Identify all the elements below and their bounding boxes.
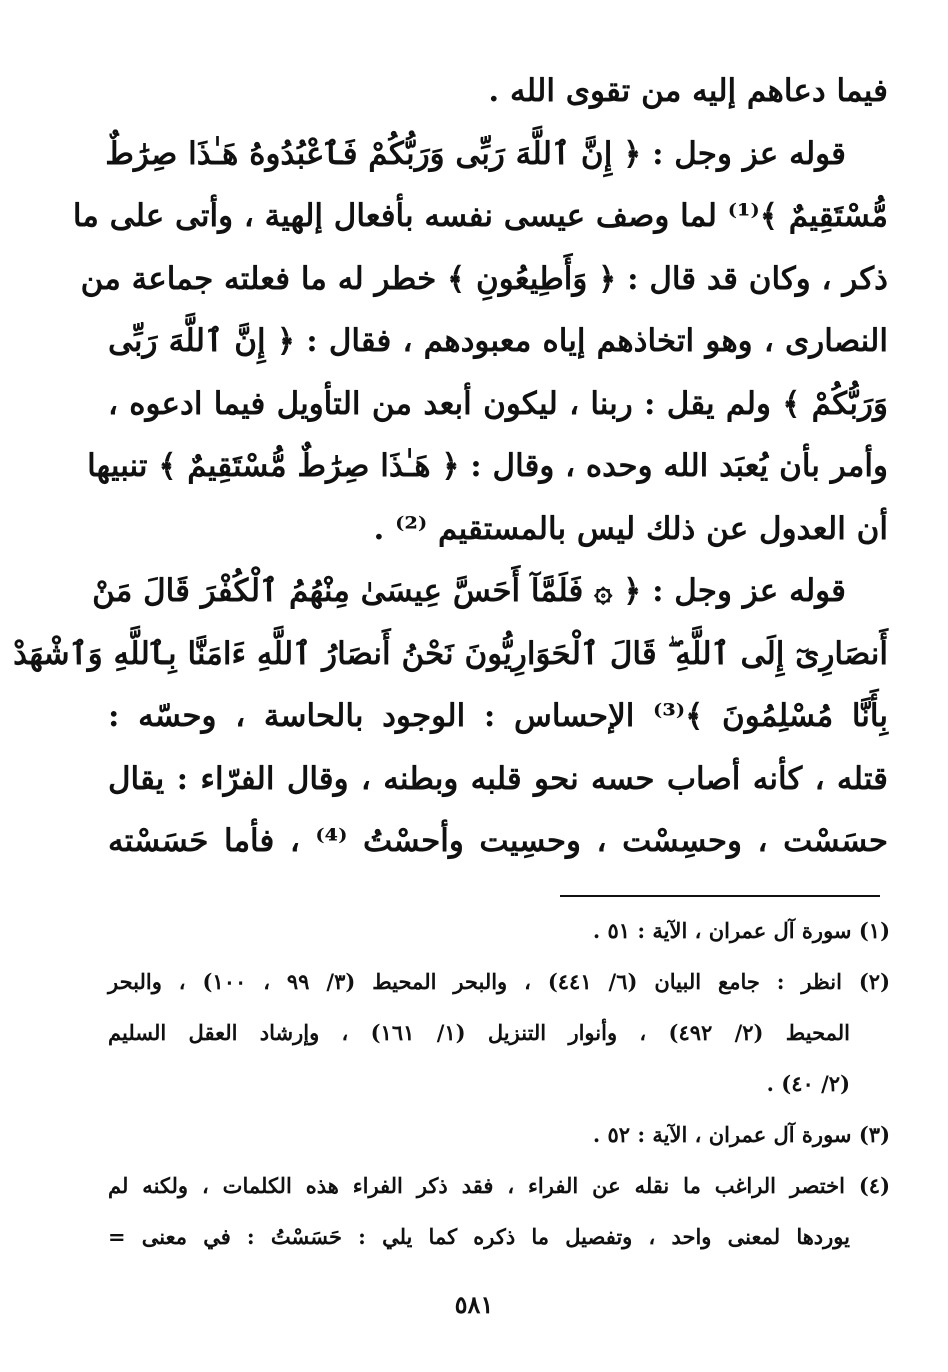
footnote-4-continuation: يوردها لمعنى واحد ، وتفصيل ما ذكره كما يلي : حَسَسْتُ : في معنى = <box>108 1224 850 1249</box>
footnotes <box>108 905 890 1262</box>
footnote-2-continuation: المحيط (٢/ ٤٩٢) ، وأنوار التنزيل (١/ ١٦١) ، وإرشاد العقل السليم <box>108 1020 850 1045</box>
page-number: ٥٨١ <box>454 1290 494 1319</box>
text-line: ذكر ، وكان قد قال : ﴿ وَأَطِيعُونِ ﴾ خطر له ما فعلته جماعة من <box>80 260 888 297</box>
text-line: قوله عز وجل : ﴿ ۞ فَلَمَّآ أَحَسَّ عِيسَىٰ مِنْهُمُ ٱلْكُفْرَ قَالَ مَنْ <box>92 573 846 609</box>
footnote-2-continuation: (٢/ ٤٠) . <box>766 1071 850 1096</box>
paragraph-3 <box>13 560 888 873</box>
paragraph-2 <box>72 123 888 561</box>
text-line: قوله عز وجل : ﴿ إِنَّ ٱللَّهَ رَبِّى وَرَبُّكُمْ فَٱعْبُدُوهُ هَـٰذَا صِرَٰطٌ <box>105 135 846 172</box>
text-line: أَنصَارِىٓ إِلَى ٱللَّهِ ۖ قَالَ ٱلْحَوَارِيُّونَ نَحْنُ أَنصَارُ ٱللَّهِ ءَامَنَّا بِٱللَّهِ وَٱشْهَدْ <box>13 635 888 672</box>
footnote-4: (٤) اختصر الراغب ما نقله عن الفراء ، فقد ذكر الفراء هذه الكلمات ، ولكنه لم <box>108 1173 890 1198</box>
text-line: وأمر بأن يُعبَد الله وحده ، وقال : ﴿ هَـٰذَا صِرَٰطٌ مُّسْتَقِيمٌ ﴾ تنبيها <box>87 448 888 484</box>
text-line: وَرَبُّكُمْ ﴾ ولم يقل : ربنا ، ليكون أبعد من التأويل فيما ادعوه ، <box>108 385 888 422</box>
footnote-divider <box>560 895 880 897</box>
footnote-1: (١) سورة آل عمران ، الآية : ٥١ . <box>592 918 890 943</box>
text-line: مُّسْتَقِيمٌ ﴾⁽¹⁾ لما وصف عيسى نفسه بأفعال إلهية ، وأتى على ما <box>72 198 888 234</box>
text-line: النصارى ، وهو اتخاذهم إياه معبودهم ، فقال : ﴿ إِنَّ ٱللَّهَ رَبِّى <box>108 323 888 359</box>
text-line: بِأَنَّا مُسْلِمُونَ ﴾⁽³⁾ الإحساس : الوجود بالحاسة ، وحسّه : <box>108 698 888 734</box>
text-line: أن العدول عن ذلك ليس بالمستقيم ⁽²⁾ . <box>373 510 888 547</box>
paragraph-1 <box>108 60 888 123</box>
footnote-2: (٢) انظر : جامع البيان (٦/ ٤٤١) ، والبحر المحيط (٣/ ٩٩ ، ١٠٠) ، والبحر <box>108 969 890 994</box>
text-line: قتله ، كأنه أصاب حسه نحو قلبه وبطنه ، وقال الفرّاء : يقال <box>108 760 888 797</box>
main-text <box>13 60 888 873</box>
footnote-3: (٣) سورة آل عمران ، الآية : ٥٢ . <box>592 1122 890 1147</box>
text-line: فيما دعاهم إليه من تقوى الله . <box>488 73 888 109</box>
text-line: حسَسْت ، وحسِسْت ، وحسِيت وأحسْتُ ⁽⁴⁾ ، فأما حَسَسْته <box>108 823 888 859</box>
